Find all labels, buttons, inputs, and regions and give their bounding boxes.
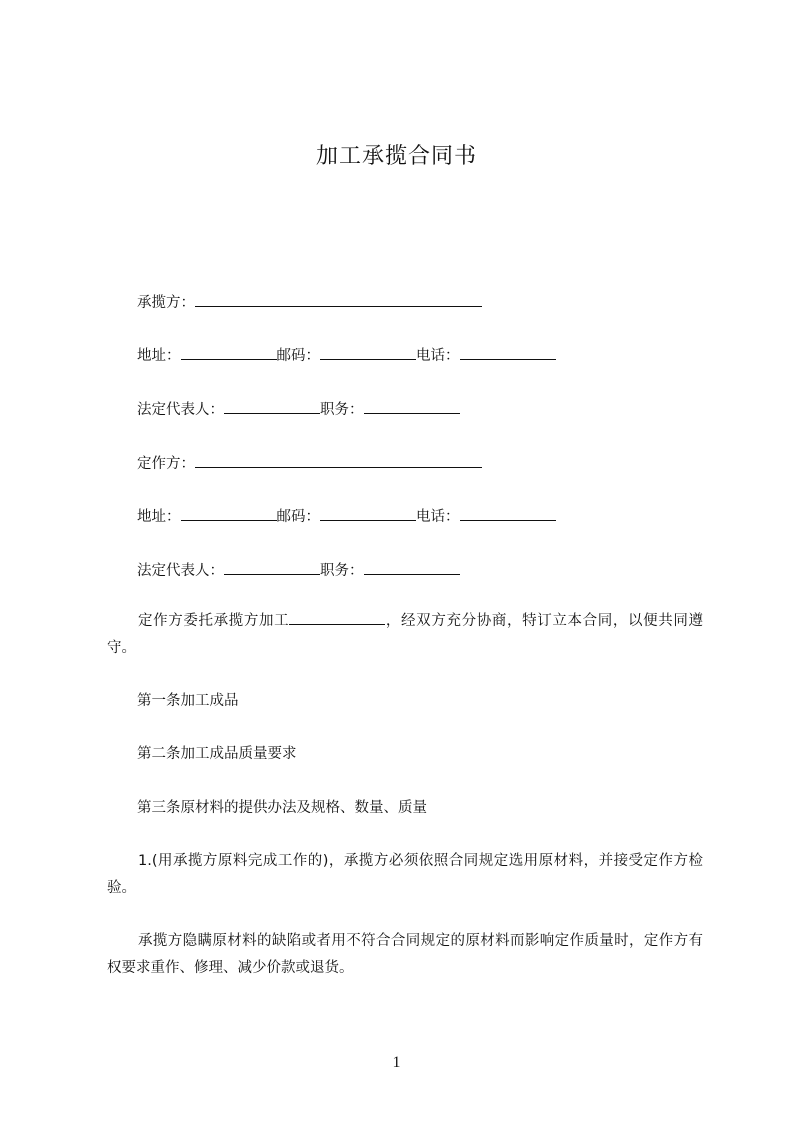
intro-before: 定作方委托承揽方加工 [138,613,290,629]
contractor-postcode-blank [320,344,416,360]
contractor-name-blank [195,291,482,307]
orderer-position-label: 职务： [320,563,364,579]
orderer-line [137,452,482,474]
contractor-line [137,291,482,313]
contractor-rep-blank [224,398,320,414]
orderer-address-blank [181,505,277,521]
contractor-phone-blank [460,344,556,360]
contractor-position-blank [364,398,460,414]
contractor-label: 承揽方： [137,295,195,311]
orderer-contact-line [137,505,556,527]
orderer-label: 定作方： [137,456,195,472]
contractor-contact-line [137,344,556,366]
orderer-phone-label: 电话： [416,509,460,525]
intro-after: ，经双方充分协商，特订立本合同，以便共同遵守。 [107,613,704,656]
contractor-address-label: 地址： [137,348,181,364]
page-number: 1 [392,1054,401,1071]
orderer-phone-blank [460,505,556,521]
article-1-heading: 第一条加工成品 [137,693,239,709]
orderer-postcode-blank [320,505,416,521]
orderer-position-blank [364,559,460,575]
contractor-rep-label: 法定代表人： [137,402,224,418]
orderer-rep-line [137,559,460,581]
clause-2-paragraph: 承揽方隐瞒原材料的缺陷或者用不符合合同规定的原材料而影响定作质量时，定作方有权要求重作、修理、减少价款或退货。 [107,933,703,976]
contractor-postcode-label: 邮码： [276,348,320,364]
orderer-rep-blank [224,559,320,575]
document-title: 加工承揽合同书 [315,144,477,169]
orderer-postcode-label: 邮码： [276,509,320,525]
clause-1-paragraph: 1.(用承揽方原料完成工作的)，承揽方必须依照合同规定选用原材料，并接受定作方检验。 [107,853,703,896]
contractor-phone-label: 电话： [416,348,460,364]
product-blank [289,609,385,625]
orderer-address-label: 地址： [137,509,181,525]
article-2-heading: 第二条加工成品质量要求 [137,746,297,762]
contractor-address-blank [181,344,277,360]
intro-paragraph [107,608,703,662]
orderer-name-blank [195,452,482,468]
article-3-heading: 第三条原材料的提供办法及规格、数量、质量 [137,800,427,816]
contractor-rep-line [137,398,460,420]
contractor-position-label: 职务： [320,402,364,418]
orderer-rep-label: 法定代表人： [137,563,224,579]
